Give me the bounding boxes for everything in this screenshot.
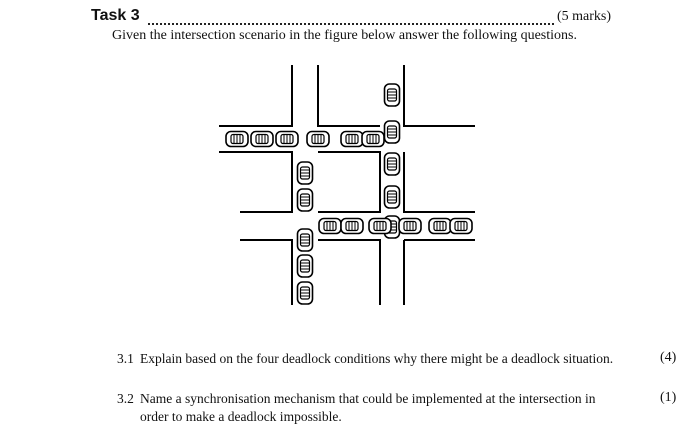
car	[429, 219, 451, 234]
question-number: 3.2	[117, 391, 134, 406]
car	[362, 132, 384, 147]
car	[385, 84, 400, 106]
car	[298, 189, 313, 211]
question-number: 3.1	[117, 351, 134, 366]
car	[298, 162, 313, 184]
car	[385, 121, 400, 143]
car	[385, 186, 400, 208]
car	[251, 132, 273, 147]
car	[369, 219, 391, 234]
task-intro: Given the intersection scenario in the figure below answer the following questions.	[112, 28, 577, 43]
car	[276, 132, 298, 147]
question-marks: (4)	[660, 350, 677, 365]
car	[307, 132, 329, 147]
question-3-1	[117, 350, 617, 368]
car	[319, 219, 341, 234]
road-lines	[219, 65, 475, 305]
car	[341, 219, 363, 234]
task-marks: (5 marks)	[556, 9, 611, 24]
car	[298, 229, 313, 251]
car	[385, 153, 400, 175]
car	[226, 132, 248, 147]
car	[399, 219, 421, 234]
question-text: Name a synchronisation mechanism that could be implemented at the intersection in order to make a deadlock impossible.	[140, 391, 596, 424]
car	[298, 282, 313, 304]
question-text: Explain based on the four deadlock conditions why there might be a deadlock situation.	[140, 351, 614, 366]
car	[450, 219, 472, 234]
question-marks: (1)	[660, 390, 677, 405]
cars	[226, 84, 472, 304]
task-title: Task 3	[91, 7, 140, 24]
question-3-2	[117, 390, 617, 426]
car	[298, 255, 313, 277]
car	[341, 132, 363, 147]
